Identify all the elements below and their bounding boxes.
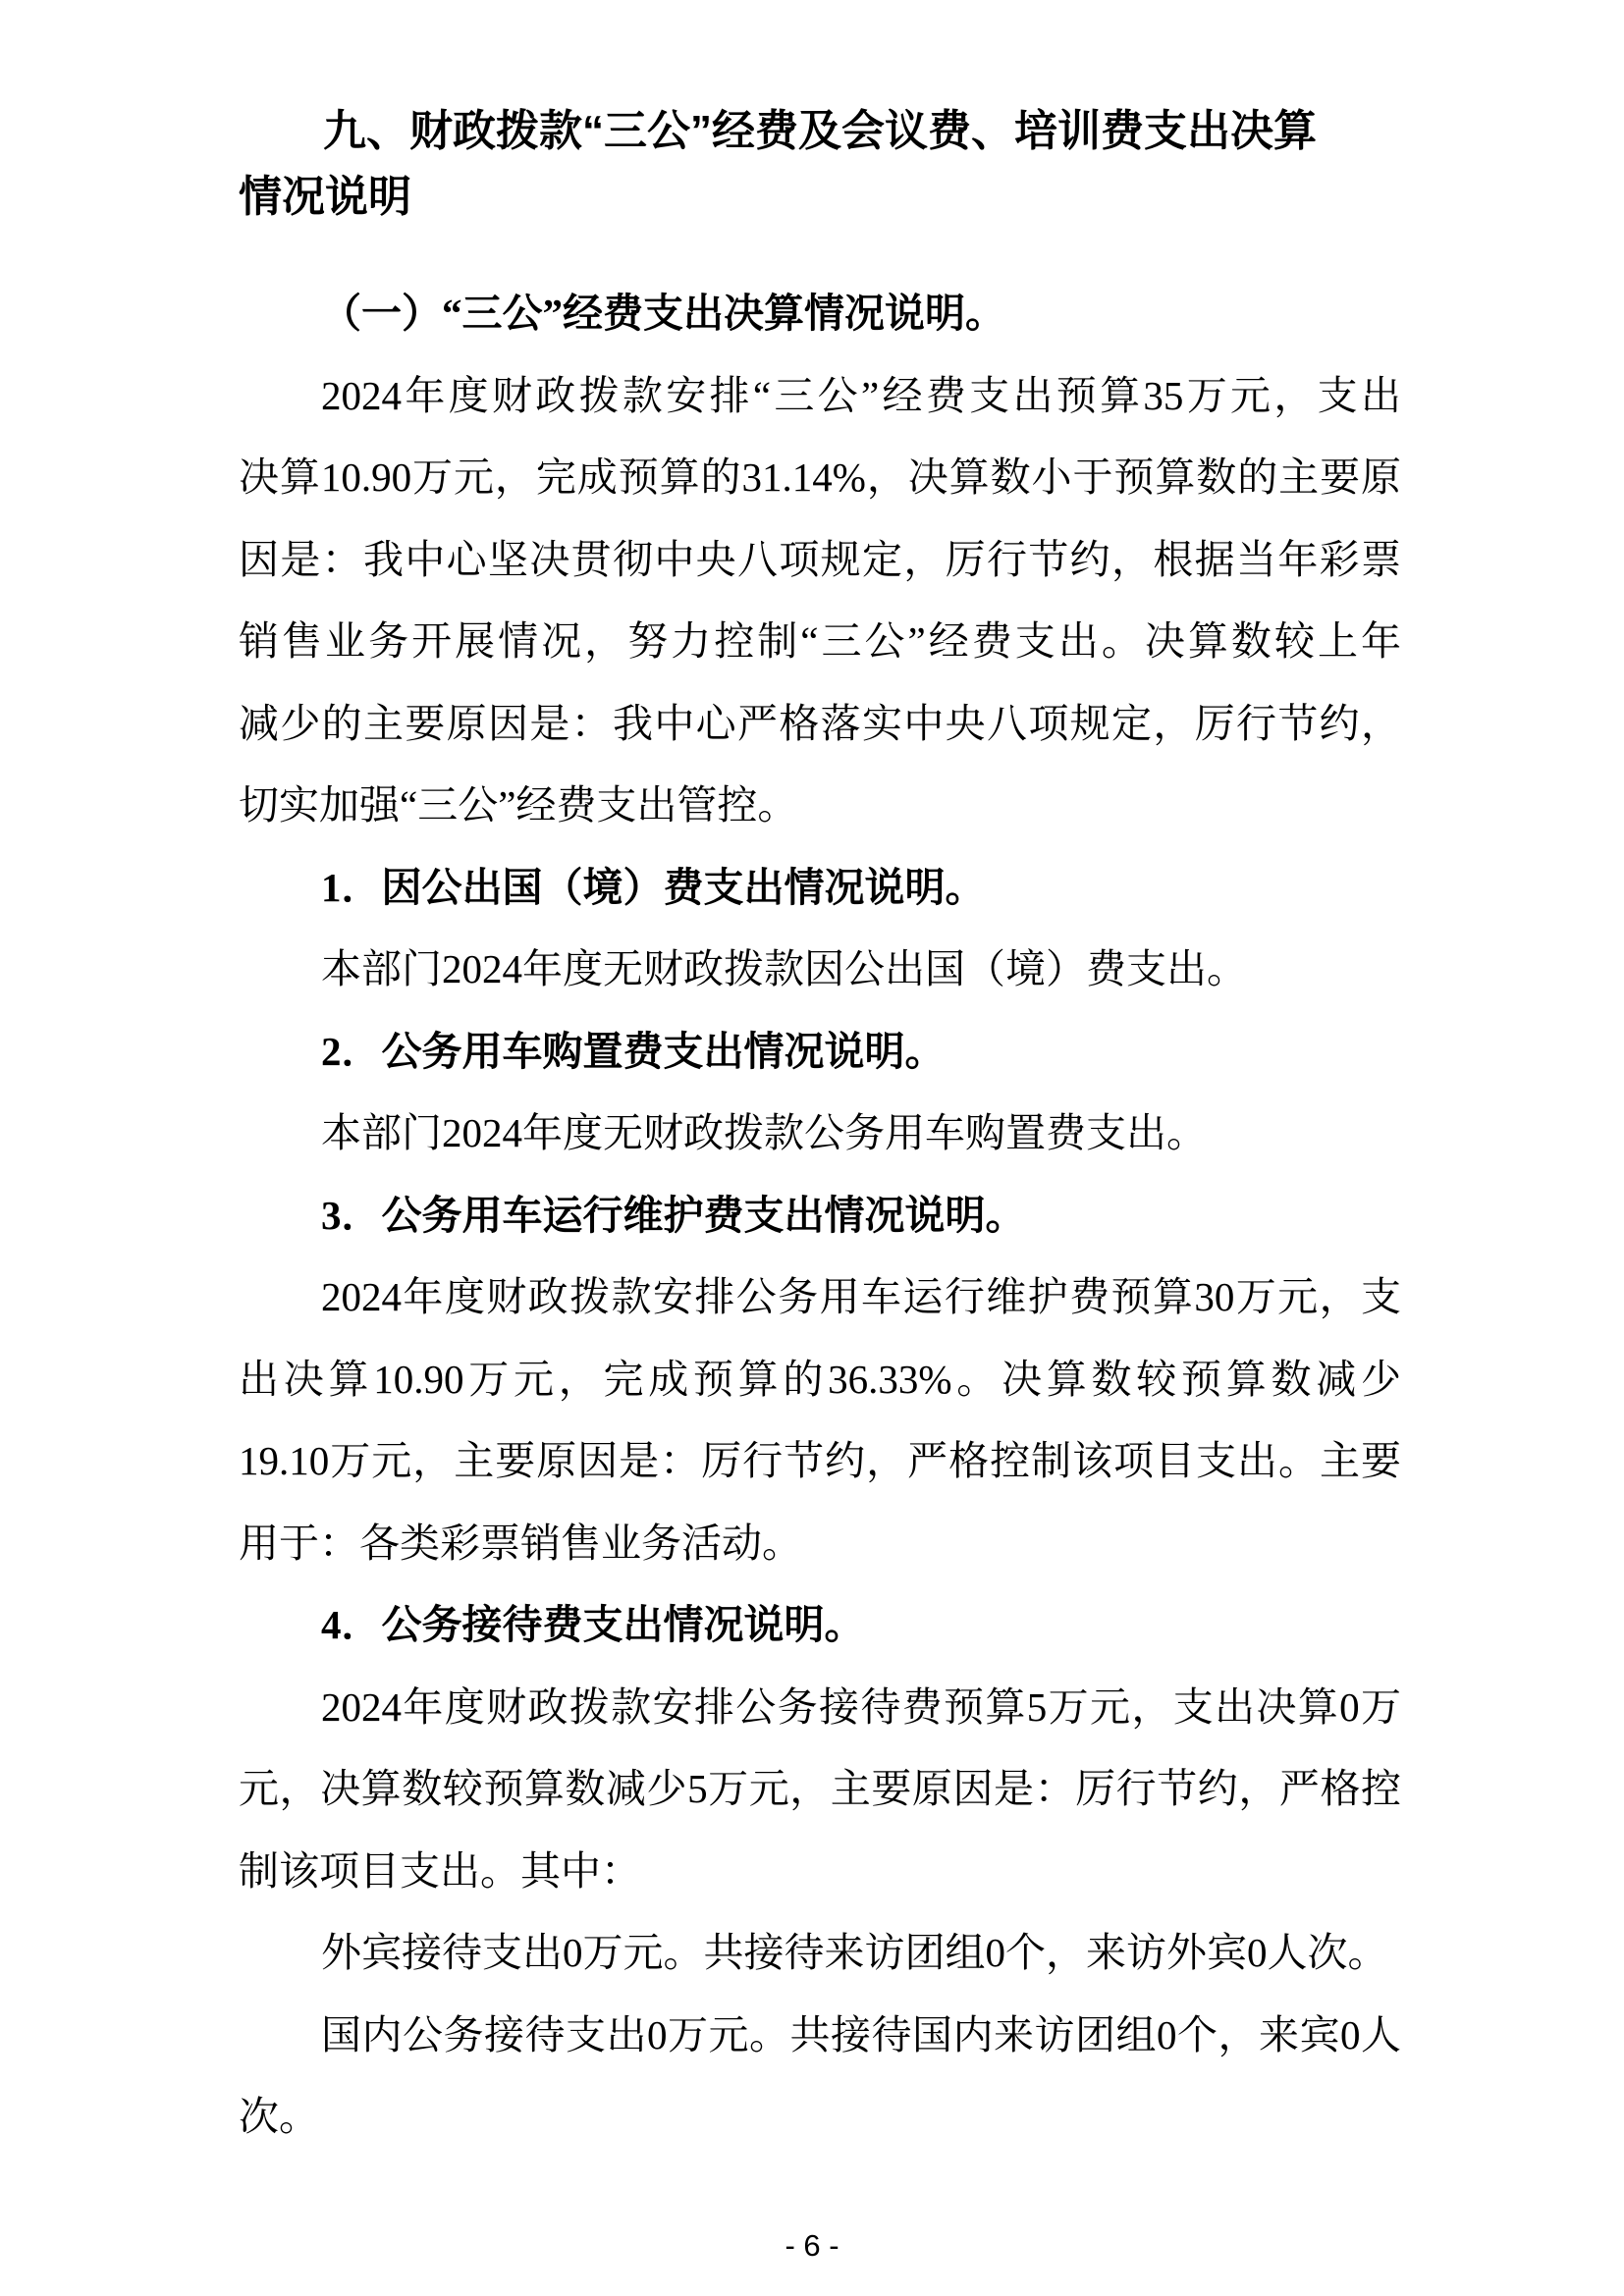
paragraph-line: 2024年度财政拨款安排公务接待费预算5万元，支出决算0万	[321, 1683, 1401, 1730]
paragraph-line: 国内公务接待支出0万元。共接待国内来访团组0个，来宾0人	[321, 2011, 1401, 2057]
paragraph-line: 减少的主要原因是：我中心严格落实中央八项规定，厉行节约，	[239, 700, 1401, 746]
document-title	[239, 98, 1401, 230]
paragraph-line: 销售业务开展情况，努力控制“三公”经费支出。决算数较上年	[239, 618, 1401, 664]
paragraph-line: 2024年度财政拨款安排“三公”经费支出预算35万元，支出	[321, 372, 1401, 418]
paragraph-line: 本部门2024年度无财政拨款公务用车购置费支出。	[321, 1110, 1207, 1155]
paragraph-line: 决算10.90万元，完成预算的31.14%，决算数小于预算数的主要原	[239, 454, 1401, 500]
paragraph-line: 本部门2024年度无财政拨款因公出国（境）费支出。	[321, 946, 1247, 991]
page-number: - 6 -	[785, 2228, 839, 2263]
paragraph-line: 切实加强“三公”经费支出管控。	[239, 782, 798, 828]
paragraph-line: 因是：我中心坚决贯彻中央八项规定，厉行节约，根据当年彩票	[239, 536, 1401, 582]
document-body	[239, 273, 1401, 2159]
section-heading-line: 1．因公出国（境）费支出情况说明。	[321, 864, 986, 910]
paragraph-line: 外宾接待支出0万元。共接待来访团组0个，来访外宾0人次。	[321, 1930, 1388, 1975]
section-heading-line: 2．公务用车购置费支出情况说明。	[321, 1028, 946, 1074]
paragraph-line: 制该项目支出。其中：	[239, 1847, 641, 1894]
paragraph-line: 次。	[239, 2094, 319, 2139]
paragraph-line: 19.10万元，主要原因是：厉行节约，严格控制该项目支出。主要	[239, 1438, 1401, 1483]
paragraph-line: 用于：各类彩票销售业务活动。	[239, 1520, 802, 1566]
paragraph-line: 元，决算数较预算数减少5万元，主要原因是：厉行节约，严格控	[239, 1766, 1401, 1811]
document-title-line-1: 九、财政拨款“三公”经费及会议费、培训费支出决算	[323, 107, 1317, 155]
section-heading-line: （一）“三公”经费支出决算情况说明。	[321, 291, 1005, 336]
paragraph-line: 出决算10.90万元，完成预算的36.33%。决算数较预算数减少	[239, 1356, 1401, 1402]
document-title-line-2: 情况说明	[239, 173, 411, 221]
paragraph-line: 2024年度财政拨款安排公务用车运行维护费预算30万元，支	[321, 1274, 1401, 1319]
section-heading-line: 3．公务用车运行维护费支出情况说明。	[321, 1192, 1026, 1238]
section-heading-line: 4．公务接待费支出情况说明。	[321, 1602, 865, 1647]
